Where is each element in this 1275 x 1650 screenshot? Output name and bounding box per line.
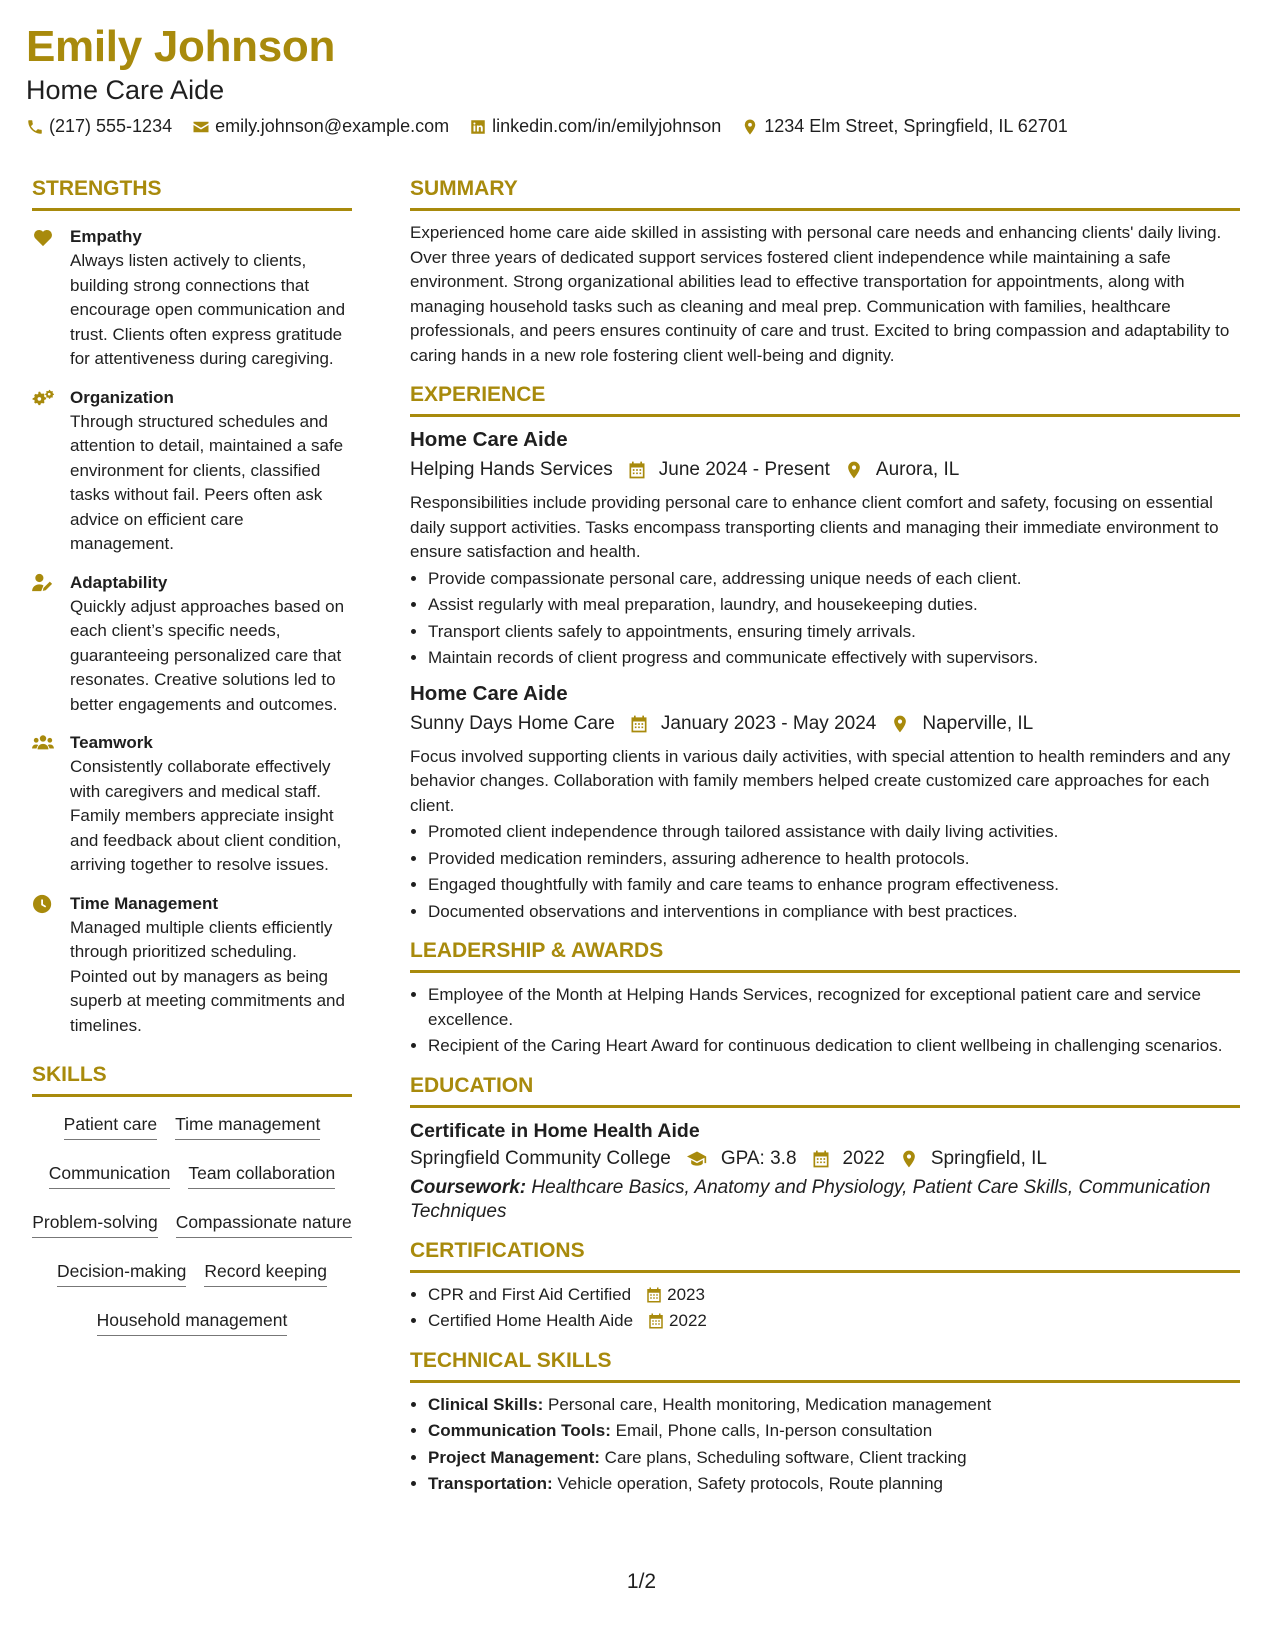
technical-skill-item (428, 1446, 1240, 1471)
strength-desc: Managed multiple clients efficiently through prioritized scheduling. Pointed out by managers as being superb at meeting commitments and timelines. (70, 917, 345, 1035)
left-column (32, 176, 352, 1336)
technical-skill-label: Communication Tools: (428, 1421, 611, 1440)
certification-name: • CPR and First Aid Certified (428, 1284, 632, 1304)
job-company: Helping Hands Services (410, 459, 613, 480)
email-text: emily.johnson@example.com (215, 116, 450, 136)
certifications-list (410, 1283, 1240, 1334)
graduation-cap-icon (685, 1149, 709, 1169)
technical-skills-section (410, 1348, 1240, 1497)
skill-tag: Problem-solving (32, 1211, 157, 1238)
technical-skills-heading: TECHNICAL SKILLS (410, 1348, 1240, 1383)
technical-skill-value: Vehicle operation, Safety protocols, Route planning (557, 1474, 943, 1493)
strength-item (32, 892, 352, 1039)
education-heading: EDUCATION (410, 1073, 1240, 1108)
job-title: Home Care Aide (410, 428, 568, 451)
job-bullet: • Maintain records of client progress and communicate effectively with supervisors. (428, 646, 1240, 671)
page-number: 1/2 (626, 1570, 657, 1593)
experience-heading: EXPERIENCE (410, 382, 1240, 417)
skill-tag: Communication (49, 1162, 171, 1189)
user-pen-icon (32, 573, 54, 593)
technical-skill-item (428, 1472, 1240, 1497)
clock-icon (32, 894, 54, 914)
calendar-icon (645, 1286, 663, 1304)
technical-skill-value: Personal care, Health monitoring, Medication management (548, 1394, 992, 1414)
strength-title: Empathy (70, 227, 142, 246)
contact-phone[interactable] (26, 116, 172, 137)
job-dates: June 2024 - Present (658, 459, 830, 480)
school-name: Springfield Community College (410, 1147, 671, 1169)
certifications-heading: CERTIFICATIONS (410, 1238, 1240, 1273)
contact-bar (26, 116, 1235, 137)
education-year: 2022 (842, 1147, 885, 1169)
certification-name: • Certified Home Health Aide (428, 1311, 634, 1330)
calendar-icon (629, 714, 649, 734)
job-entry (410, 681, 1240, 925)
education-meta (410, 1146, 1240, 1172)
education-section (410, 1073, 1240, 1224)
job-bullet: • Provide compassionate personal care, addressing unique needs of each client. (428, 567, 1240, 592)
location-pin-icon (844, 460, 864, 480)
leadership-section (410, 938, 1240, 1059)
certification-year: 2023 (667, 1284, 705, 1304)
strength-desc: Through structured schedules and attention to detail, maintained a safe environment for clients, classified tasks without fail. Peers often ask advice on efficient care management. (70, 411, 344, 553)
technical-skill-item (428, 1419, 1240, 1444)
job-bullet: • Promoted client independence through tailored assistance with daily living activities. (428, 820, 1240, 845)
envelope-icon (192, 118, 210, 136)
job-description: Focus involved supporting clients in various daily activities, with special attention to health reminders and any behavior changes. Collaboration with family members helped create customized care approaches for each client. (410, 746, 1231, 815)
strength-desc: Always listen actively to clients, building strong connections that encourage open communication and trust. Clients often express gratitude for attentiveness during caregiving. (70, 251, 346, 368)
linkedin-text: linkedin.com/in/emilyjohnson (492, 116, 722, 136)
award-item: • Recipient of the Caring Heart Award for continuous dedication to client wellbeing in challenging scenarios. (428, 1034, 1240, 1059)
job-bullet: • Provided medication reminders, assuring adherence to health protocols. (428, 847, 1240, 872)
gpa-text: GPA: 3.8 (720, 1147, 797, 1169)
job-bullets (410, 567, 1240, 671)
skill-tag: Team collaboration (188, 1162, 335, 1189)
job-title: Home Care Aide (410, 681, 568, 705)
phone-text: (217) 555-1234 (49, 116, 173, 136)
job-location: Naperville, IL (922, 712, 1034, 734)
job-bullet: • Transport clients safely to appointments, ensuring timely arrivals. (428, 620, 1240, 645)
technical-skill-label: Clinical Skills: (428, 1394, 544, 1414)
skill-tag: Decision-making (57, 1260, 186, 1287)
job-dates: January 2023 - May 2024 (660, 712, 877, 734)
job-meta (410, 457, 1240, 483)
contact-email[interactable] (192, 116, 449, 137)
technical-skills-list (410, 1393, 1240, 1497)
certification-item (428, 1283, 1240, 1308)
degree-title: Certificate in Home Health Aide (410, 1119, 700, 1142)
location-pin-icon (899, 1149, 919, 1169)
location-pin-icon (741, 118, 759, 136)
users-icon (32, 733, 54, 753)
strength-item (32, 731, 352, 878)
coursework-list: Healthcare Basics, Anatomy and Physiology, Patient Care Skills, Communication Techniques (410, 1176, 1211, 1222)
strength-title: Teamwork (70, 733, 153, 752)
location-pin-icon (890, 714, 910, 734)
experience-section (410, 382, 1240, 924)
job-description: Responsibilities include providing personal care to enhance client comfort and safety, focusing on essential daily support activities. Tasks encompass transporting clients and managing their immediate environment to ensure satisfaction and health. (410, 493, 1219, 561)
job-entry (410, 427, 1240, 671)
leadership-list (410, 983, 1240, 1059)
calendar-icon (811, 1149, 831, 1169)
certifications-section (410, 1238, 1240, 1334)
skill-tag: Time management (175, 1113, 320, 1140)
strength-desc: Consistently collaborate effectively with caregivers and medical staff. Family members appreciate insight and feedback about client condition, arriving together to resolve issues. (70, 757, 342, 874)
education-location: Springfield, IL (930, 1147, 1047, 1169)
certification-item (428, 1309, 1240, 1334)
summary-text: Experienced home care aide skilled in assisting with personal care needs and enhancing clients' daily living. Over three years of dedicated support services fostered client independence while maintaining a safe environment. Strong organizational abilities lead to effective transportation for appointments, along with managing household tasks such as cleaning and meal prep. Communication with families, healthcare professionals, and peers ensures continuity of care and trust. Excited to bring compassion and adaptability to caring hands in a new role fostering client well-being and dignity. (410, 223, 1230, 365)
strength-title: Organization (70, 387, 174, 407)
job-location: Aurora, IL (875, 459, 960, 480)
strength-title: Time Management (70, 893, 219, 913)
candidate-name: Emily Johnson (26, 22, 336, 71)
skill-tag: Compassionate nature (176, 1211, 352, 1238)
strength-item (32, 571, 352, 718)
technical-skill-value: Email, Phone calls, In-person consultation (615, 1421, 933, 1440)
contact-address (741, 116, 1068, 137)
job-company: Sunny Days Home Care (410, 712, 615, 734)
award-item: • Employee of the Month at Helping Hands Services, recognized for exceptional patient care and service excellence. (428, 983, 1240, 1032)
candidate-title: Home Care Aide (26, 75, 225, 105)
job-bullet: • Engaged thoughtfully with family and care teams to enhance program effectiveness. (428, 873, 1240, 898)
coursework-label: Coursework: (410, 1176, 527, 1198)
technical-skill-label: Transportation: (428, 1474, 553, 1493)
technical-skill-item (428, 1393, 1240, 1418)
calendar-icon (627, 460, 647, 480)
phone-icon (26, 118, 44, 136)
strength-item (32, 225, 352, 372)
strengths-heading: STRENGTHS (32, 176, 352, 211)
job-meta (410, 711, 1240, 737)
linkedin-icon (469, 118, 487, 136)
job-bullet: • Documented observations and interventions in compliance with best practices. (428, 900, 1240, 925)
skill-tag: Patient care (64, 1113, 157, 1140)
strength-title: Adaptability (70, 572, 168, 592)
job-bullet: • Assist regularly with meal preparation, laundry, and housekeeping duties. (428, 593, 1240, 618)
summary-heading: SUMMARY (410, 176, 1240, 211)
skill-tag: Household management (97, 1309, 288, 1336)
skills-list (32, 1113, 352, 1336)
resume-header (26, 20, 1235, 137)
strength-desc: Quickly adjust approaches based on each client’s specific needs, guaranteeing personalized care that resonates. Creative solutions led to better engagements and outcomes. (70, 596, 345, 714)
calendar-icon (647, 1312, 665, 1330)
strength-item (32, 386, 352, 557)
certification-year: 2022 (669, 1311, 707, 1330)
coursework (410, 1176, 1240, 1224)
skills-heading: SKILLS (32, 1062, 352, 1097)
job-bullets (410, 820, 1240, 924)
gears-icon (32, 388, 54, 408)
right-column (410, 176, 1240, 1499)
address-text: 1234 Elm Street, Springfield, IL 62701 (764, 116, 1068, 136)
technical-skill-label: Project Management: (428, 1447, 600, 1467)
technical-skill-value: Care plans, Scheduling software, Client tracking (604, 1447, 967, 1467)
skill-tag: Record keeping (204, 1260, 327, 1287)
contact-linkedin[interactable] (469, 116, 721, 137)
heart-icon (32, 227, 54, 247)
leadership-heading: LEADERSHIP & AWARDS (410, 938, 1240, 973)
